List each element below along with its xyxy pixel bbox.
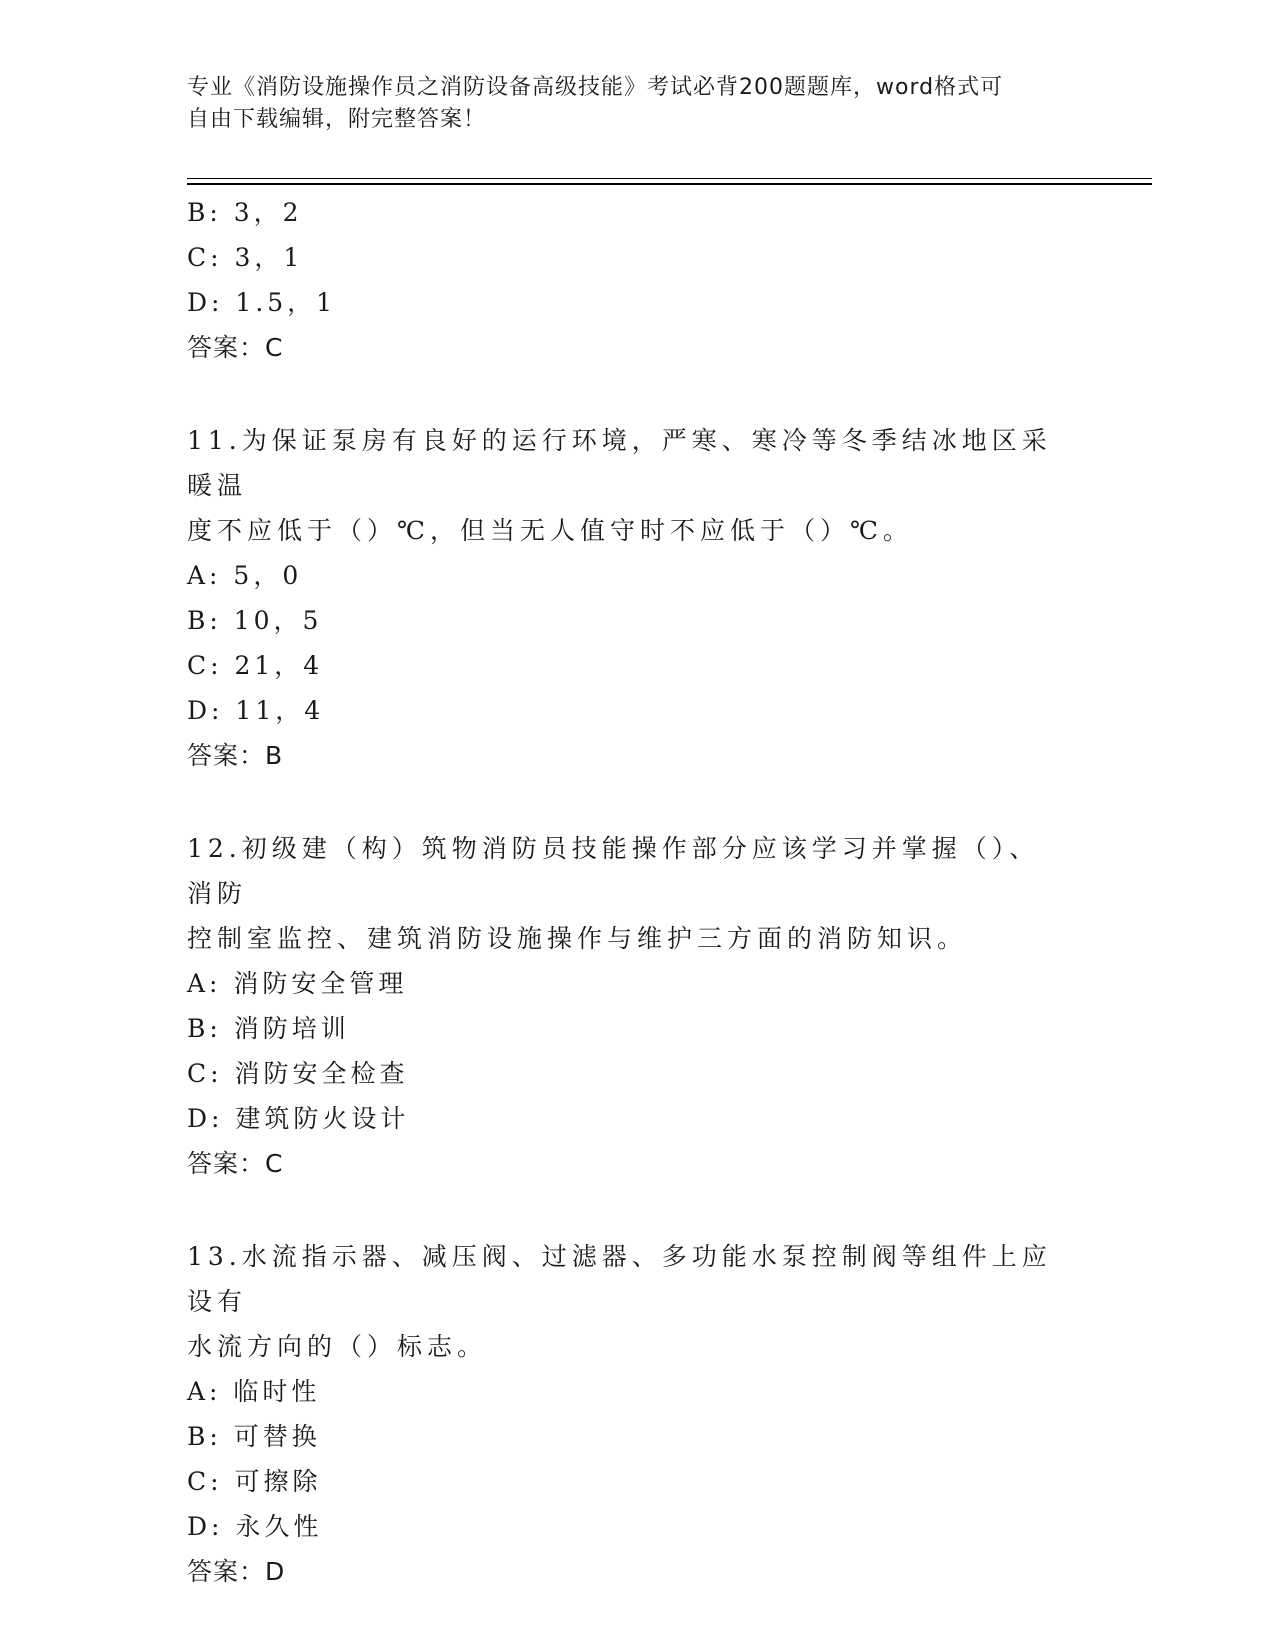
spacer	[187, 778, 1087, 826]
header-divider-thin	[187, 178, 1152, 179]
question-block-12	[187, 826, 1087, 1186]
option-c: C: 3，1	[187, 243, 304, 272]
answer-line: 答案：C	[187, 1149, 284, 1178]
option-a: A: 临时性	[187, 1377, 321, 1406]
question-list	[187, 190, 1087, 1594]
question-stem-line-1: 13.水流指示器、减压阀、过滤器、多功能水泵控制阀等组件上应设有	[187, 1242, 1052, 1316]
question-block-10-continued	[187, 190, 1087, 370]
option-d: D: 1.5，1	[187, 288, 337, 317]
option-a: A: 5，0	[187, 561, 303, 590]
question-stem-line-2: 控制室监控、建筑消防设施操作与维护三方面的消防知识。	[187, 924, 968, 953]
option-b: B: 消防培训	[187, 1014, 350, 1043]
question-block-13	[187, 1234, 1087, 1594]
header-divider-thick	[187, 183, 1152, 185]
answer-line: 答案：B	[187, 741, 284, 770]
answer-line: 答案：D	[187, 1557, 286, 1586]
option-b: B: 3，2	[187, 198, 303, 227]
option-c: C: 可擦除	[187, 1467, 322, 1496]
option-d: D: 永久性	[187, 1512, 323, 1541]
document-header	[187, 72, 1067, 136]
header-line-2: 自由下载编辑，附完整答案！	[187, 107, 487, 132]
question-stem-line-2: 水流方向的（）标志。	[187, 1332, 488, 1361]
option-d: D: 11，4	[187, 696, 325, 725]
question-stem-line-1: 11.为保证泵房有良好的运行环境，严寒、寒冷等冬季结冰地区采暖温	[187, 426, 1052, 500]
question-stem	[187, 1234, 1067, 1369]
header-line-1: 专业《消防设施操作员之消防设备高级技能》考试必背200题题库，word格式可	[187, 75, 1004, 100]
question-stem-line-2: 度不应低于（）℃，但当无人值守时不应低于（）℃。	[187, 516, 913, 545]
option-b: B: 10，5	[187, 606, 323, 635]
question-block-11	[187, 418, 1087, 778]
question-stem	[187, 826, 1067, 961]
option-c: C: 消防安全检查	[187, 1059, 409, 1088]
answer-line: 答案：C	[187, 333, 284, 362]
option-c: C: 21，4	[187, 651, 324, 680]
spacer	[187, 1186, 1087, 1234]
question-stem-line-1: 12.初级建（构）筑物消防员技能操作部分应该学习并掌握（）、消防	[187, 834, 1040, 908]
spacer	[187, 370, 1087, 418]
option-b: B: 可替换	[187, 1422, 321, 1451]
option-d: D: 建筑防火设计	[187, 1104, 410, 1133]
option-a: A: 消防安全管理	[187, 969, 408, 998]
question-stem	[187, 418, 1067, 553]
